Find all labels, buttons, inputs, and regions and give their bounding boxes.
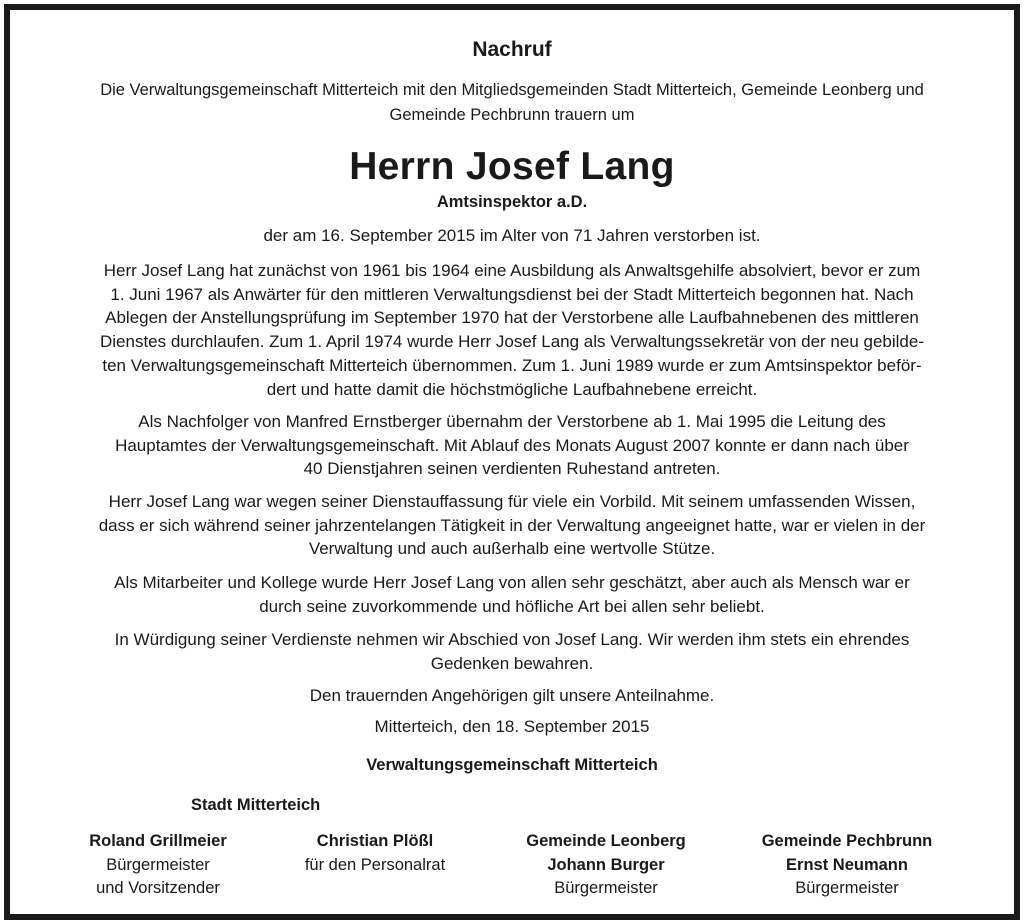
- signatory-name: Johann Burger: [547, 855, 665, 874]
- paragraph-line: Gedenken bewahren.: [430, 653, 594, 673]
- paragraph-line: Verwaltung und auch außerhalb eine wertvolle Stütze.: [308, 539, 716, 559]
- organization-name: Verwaltungsgemeinschaft Mitterteich: [366, 756, 658, 774]
- signatory-grillmeier: [43, 830, 273, 901]
- paragraph-line: dass er sich während seiner jahrzentelangen Tätigkeit in der Verwaltung angeeignet hatte, war er vielen in der: [98, 515, 926, 535]
- place-and-date: Mitterteich, den 18. September 2015: [374, 717, 650, 736]
- signatory-leonberg: [491, 830, 721, 901]
- deceased-name: Herrn Josef Lang: [349, 145, 675, 188]
- signatory-ploessl: [260, 830, 490, 877]
- signatory-role: Bürgermeister: [106, 855, 210, 874]
- farewell-paragraph: [10, 628, 1014, 675]
- succession-paragraph: [10, 410, 1014, 481]
- signatory-municipality: Gemeinde Pechbrunn: [761, 832, 933, 850]
- paragraph-line: In Würdigung seiner Verdienste nehmen wir Abschied von Josef Lang. Wir werden ihm stets ein ehrendes: [114, 630, 910, 649]
- paragraph-line: Ablegen der Anstellungsprüfung im September 1970 hat der Verstorbene alle Laufbahnebenen des mittleren: [105, 308, 919, 328]
- death-notice-line: der am 16. September 2015 im Alter von 71 Jahren verstorben ist.: [263, 226, 761, 245]
- paragraph-line: dert und hatte damit die höchstmögliche Laufbahnebene erreicht.: [266, 379, 758, 399]
- paragraph-line: Als Nachfolger von Manfred Ernstberger übernahm der Verstorbene ab 1. Mai 1995 die Leitung des: [138, 412, 886, 431]
- character-paragraph: [10, 490, 1014, 561]
- signatory-role: Bürgermeister: [554, 879, 658, 897]
- signatory-name: Ernst Neumann: [786, 855, 908, 874]
- career-paragraph: [10, 259, 1014, 401]
- intro-text: [10, 78, 1014, 128]
- signatory-municipality: Gemeinde Leonberg: [526, 832, 686, 850]
- signatory-pechbrunn: [732, 830, 962, 901]
- signatory-role: Bürgermeister: [795, 879, 899, 897]
- deceased-title: Amtsinspektor a.D.: [436, 193, 588, 211]
- signatory-role: und Vorsitzender: [96, 879, 220, 897]
- obituary-frame: [4, 4, 1020, 920]
- colleague-paragraph: [10, 571, 1014, 618]
- stadt-heading: Stadt Mitterteich: [191, 796, 321, 814]
- intro-line: Gemeinde Pechbrunn trauern um: [389, 106, 635, 124]
- signatory-name: Christian Plößl: [316, 832, 434, 850]
- paragraph-line: Herr Josef Lang hat zunächst von 1961 bis 1964 eine Ausbildung als Anwaltsgehilfe absolviert, bevor er zum: [103, 261, 921, 280]
- paragraph-line: Als Mitarbeiter und Kollege wurde Herr Josef Lang von allen sehr geschätzt, aber auch als Mensch war er: [114, 573, 910, 592]
- paragraph-line: ten Verwaltungsgemeinschaft Mitterteich übernommen. Zum 1. Juni 1989 wurde er zum Amtsinspektor beför-: [102, 355, 922, 375]
- paragraph-line: Herr Josef Lang war wegen seiner Dienstauffassung für viele ein Vorbild. Mit seinem umfassenden Wissen,: [108, 492, 916, 511]
- paragraph-line: Den trauernden Angehörigen gilt unsere Anteilnahme.: [309, 686, 715, 705]
- paragraph-line: durch seine zuvorkommende und höfliche Art bei allen sehr beliebt.: [259, 596, 765, 616]
- condolence-paragraph: [10, 684, 1014, 708]
- signatory-name: Roland Grillmeier: [89, 832, 227, 850]
- paragraph-line: Hauptamtes der Verwaltungsgemeinschaft. Mit Ablauf des Monats August 2007 konnte er dann nach über: [115, 435, 909, 455]
- paragraph-line: 1. Juni 1967 als Anwärter für den mittleren Verwaltungsdienst bei der Stadt Mitterteich begonnen hat. Nach: [110, 284, 914, 304]
- intro-line: Die Verwaltungsgemeinschaft Mitterteich mit den Mitgliedsgemeinden Stadt Mitterteich, Gemeinde Leonberg und: [100, 81, 924, 99]
- paragraph-line: Dienstes durchlaufen. Zum 1. April 1974 wurde Herr Josef Lang als Verwaltungssekretär von der neu gebilde-: [99, 332, 924, 352]
- signatory-role: für den Personalrat: [304, 855, 446, 874]
- paragraph-line: 40 Dienstjahren seinen verdienten Ruhestand antreten.: [303, 459, 721, 479]
- obituary-heading: Nachruf: [472, 38, 552, 61]
